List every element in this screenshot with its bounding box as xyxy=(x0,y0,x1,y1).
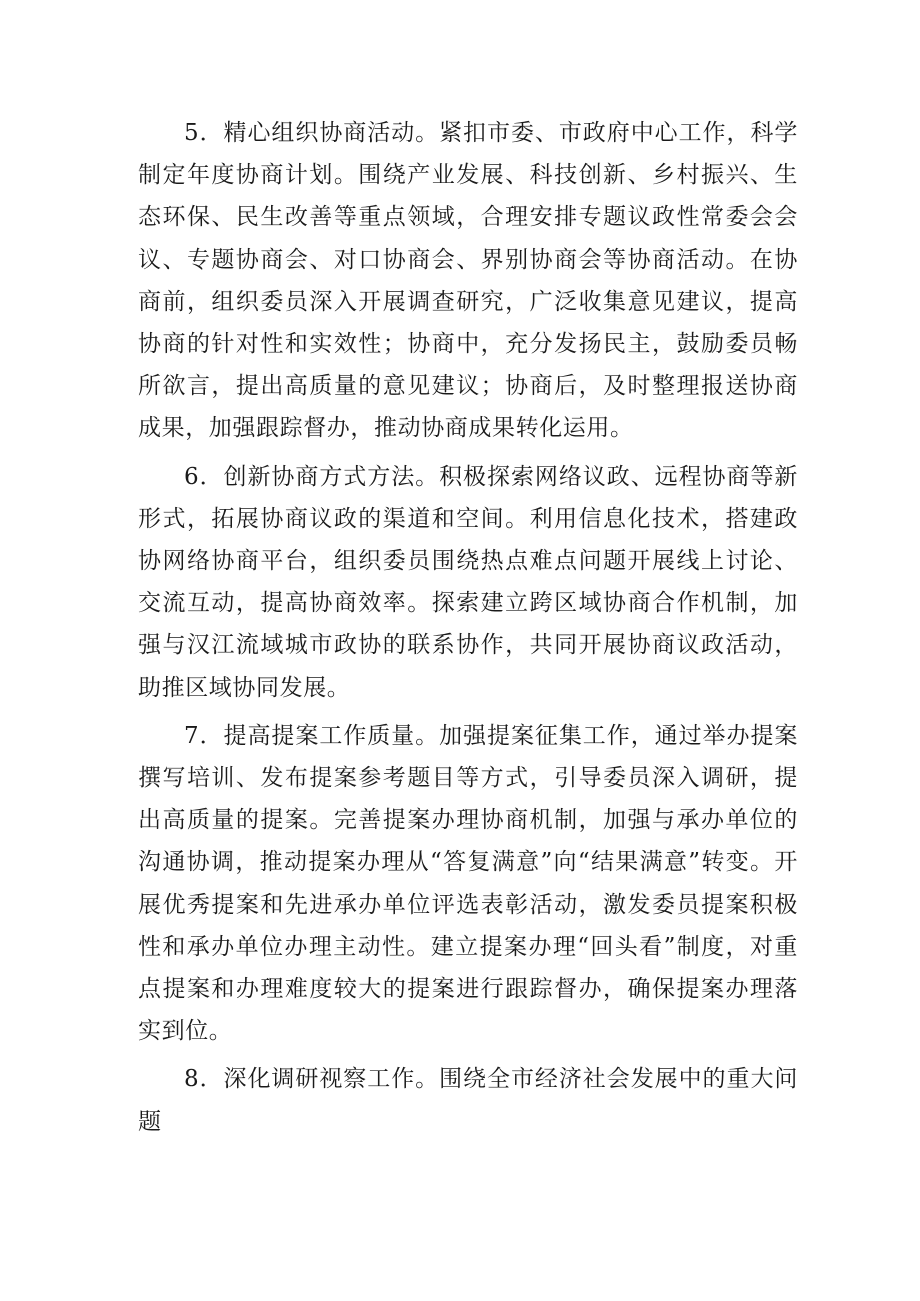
document-body xyxy=(138,112,798,1149)
paragraph-7: 7．提高提案工作质量。加强提案征集工作，通过举办提案撰写培训、发布提案参考题目等方式，引导委员深入调研，提出高质量的提案。完善提案办理协商机制，加强与承办单位的沟通协调，推动提案办理从“答复满意”向“结果满意”转变。开展优秀提案和先进承办单位评选表彰活动，激发委员提案积极性和承办单位办理主动性。建立提案办理“回头看”制度，对重点提案和办理难度较大的提案进行跟踪督办，确保提案办理落实到位。 xyxy=(138,722,798,1045)
paragraph-6: 6．创新协商方式方法。积极探索网络议政、远程协商等新形式，拓展协商议政的渠道和空间。利用信息化技术，搭建政协网络协商平台，组织委员围绕热点难点问题开展线上讨论、交流互动，提高协商效率。探索建立跨区域协商合作机制，加强与汉江流域城市政协的联系协作，共同开展协商议政活动，助推区域协同发展。 xyxy=(138,463,798,701)
paragraph-8: 8．深化调研视察工作。围绕全市经济社会发展中的重大问题 xyxy=(138,1066,798,1135)
paragraph-5: 5．精心组织协商活动。紧扣市委、市政府中心工作，科学制定年度协商计划。围绕产业发展、科技创新、乡村振兴、生态环保、民生改善等重点领域，合理安排专题议政性常委会会议、专题协商会、对口协商会、界别协商会等协商活动。在协商前，组织委员深入开展调查研究，广泛收集意见建议，提高协商的针对性和实效性；协商中，充分发扬民主，鼓励委员畅所欲言，提出高质量的意见建议；协商后，及时整理报送协商成果，加强跟踪督办，推动协商成果转化运用。 xyxy=(138,120,798,442)
